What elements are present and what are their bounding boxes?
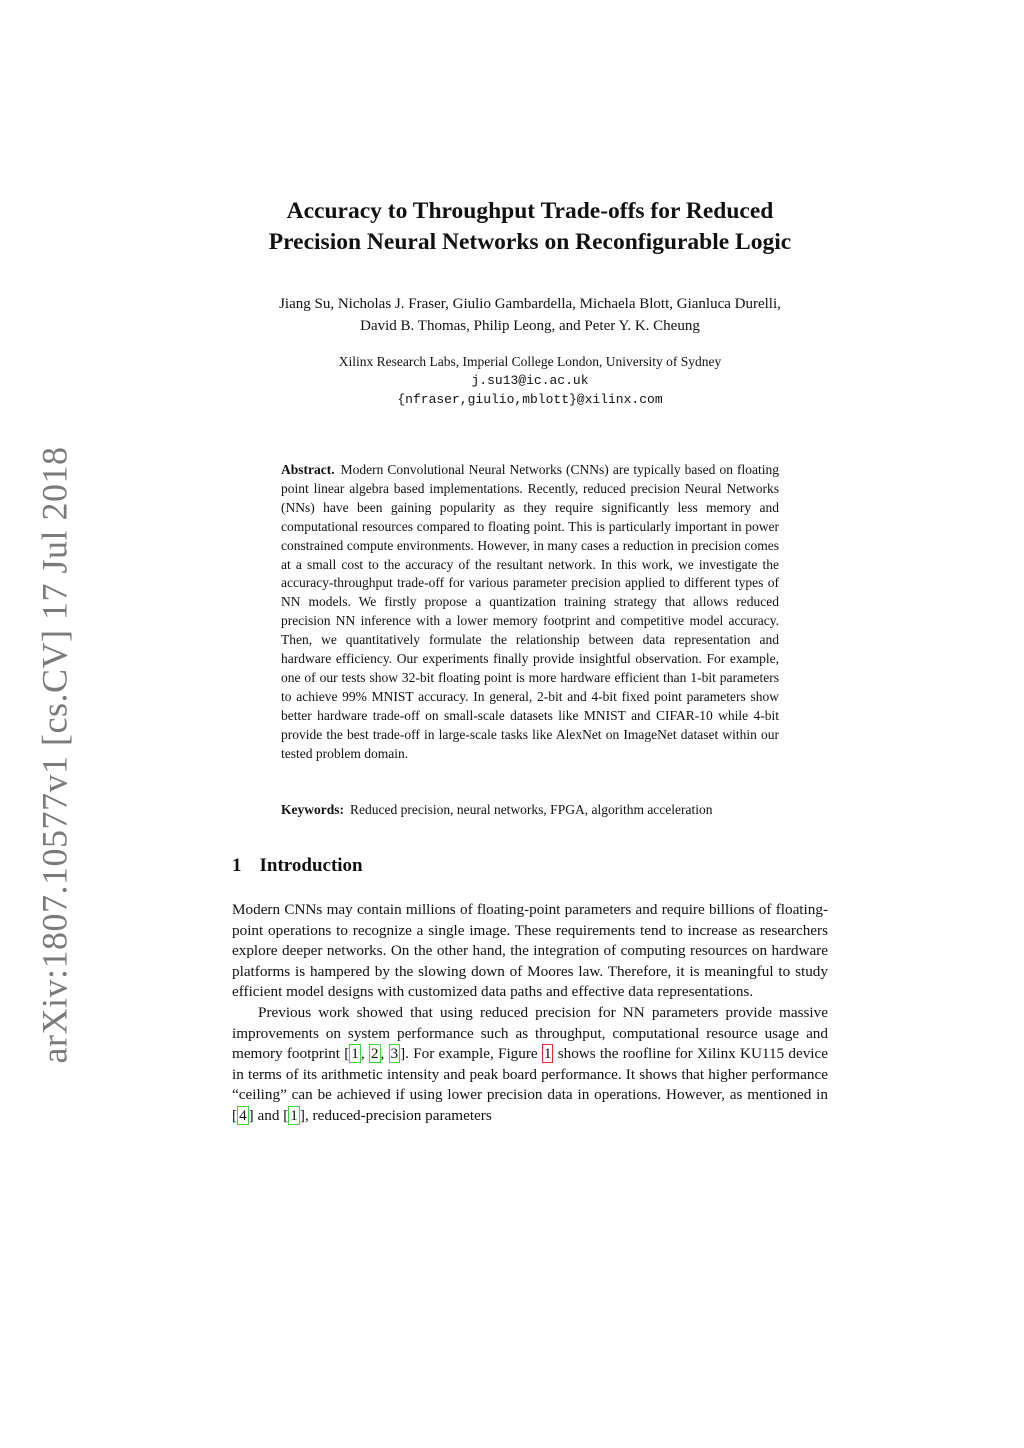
section-number: 1 — [232, 855, 242, 876]
paragraph-2-part-1: Previous work showed that using reduced precision for NN parameters provide massive improvements on system performance such as throughput, computational resource usage and memory footprint [ — [232, 1003, 828, 1063]
author-list — [232, 293, 828, 337]
citation-link-2[interactable]: 2 — [370, 1045, 379, 1063]
authors-line-1: Jiang Su, Nicholas J. Fraser, Giulio Gambardella, Michaela Blott, Gianluca Durelli, — [279, 296, 781, 312]
institutions: Xilinx Research Labs, Imperial College London, University of Sydney — [338, 354, 722, 369]
figure-link-1[interactable]: 1 — [543, 1045, 552, 1063]
paragraph-1: Modern CNNs may contain millions of floating-point parameters and require billions of floating-point operations to recognize a single image. These requirements tend to increase as researchers explore deeper networks. On the other hand, the integration of computing resources on hardware platforms is hampered by the slowing down of Moores law. Therefore, it is meaningful to study efficient model designs with customized data paths and effective data representations. — [232, 901, 828, 1001]
abstract-text: Modern Convolutional Neural Networks (CNNs) are typically based on floating point linear algebra based implementations. Recently, reduced precision Neural Networks (NNs) have been gaining popularity as they require significantly less memory and computational resources compared to floating point. This is particularly important in power constrained compute environments. However, in many cases a reduction in precision comes at a small cost to the accuracy of the resultant network. In this work, we investigate the accuracy-throughput trade-off for various parameter precision applied to different types of NN models. We firstly propose a quantization training strategy that allows reduced precision NN inference with a lower memory footprint and competitive model accuracy. Then, we quantitatively formulate the relationship between data representation and hardware efficiency. Our experiments finally provide insightful observation. For example, one of our tests show 32-bit floating point is more hardware efficient than 1-bit parameters to achieve 99% MNIST accuracy. In general, 2-bit and 4-bit fixed point parameters show better hardware trade-off on small-scale datasets like MNIST and CIFAR-10 while 4-bit provide the best trade-off in large-scale tasks like AlexNet on ImageNet dataset within our tested problem domain. — [281, 462, 779, 761]
keywords-text: Reduced precision, neural networks, FPGA, algorithm acceleration — [350, 802, 713, 817]
paper-title — [232, 196, 828, 258]
paragraph-2 — [232, 1003, 828, 1127]
email-address-2[interactable]: {nfraser,giulio,mblott}@xilinx.com — [397, 392, 663, 407]
keywords-label: Keywords: — [281, 802, 344, 817]
citation-link-4[interactable]: 4 — [239, 1106, 247, 1124]
abstract — [281, 461, 779, 764]
keywords — [281, 801, 821, 819]
citation-separator: , — [360, 1045, 369, 1063]
email-address-1[interactable]: j.su13@ic.ac.uk — [471, 373, 589, 388]
section-heading — [232, 855, 363, 877]
title-line-1: Accuracy to Throughput Trade-offs for Reduced — [286, 198, 774, 224]
citation-separator: , — [380, 1045, 389, 1063]
citation-link-1[interactable]: 1 — [351, 1045, 359, 1063]
citation-link-1-repeat[interactable]: 1 — [290, 1106, 298, 1124]
arxiv-identifier[interactable]: arXiv:1807.10577v1 [cs.CV] 17 Jul 2018 — [34, 446, 74, 1064]
section-title: Introduction — [259, 855, 363, 876]
arxiv-side-stamp — [20, 446, 88, 1064]
abstract-label: Abstract. — [281, 462, 335, 477]
paragraph-2-part-2: ]. For example, Figure — [400, 1045, 542, 1063]
paragraph-2-part-3: shows the roofline for Xilinx KU115 device in terms of its arithmetic intensity and peak board performance. It shows that higher performance “ceiling” can be achieved if using lower precision data in operations. However, as mentioned in [ — [232, 1045, 828, 1124]
affiliations — [232, 352, 828, 409]
citation-link-3[interactable]: 3 — [390, 1045, 399, 1063]
authors-line-2: David B. Thomas, Philip Leong, and Peter Y. K. Cheung — [360, 318, 700, 334]
title-line-2: Precision Neural Networks on Reconfigurable Logic — [268, 229, 792, 255]
section-body — [232, 900, 828, 1127]
paragraph-2-part-4: ] and [ — [248, 1106, 289, 1124]
paragraph-2-part-5: ], reduced-precision parameters — [299, 1106, 492, 1124]
